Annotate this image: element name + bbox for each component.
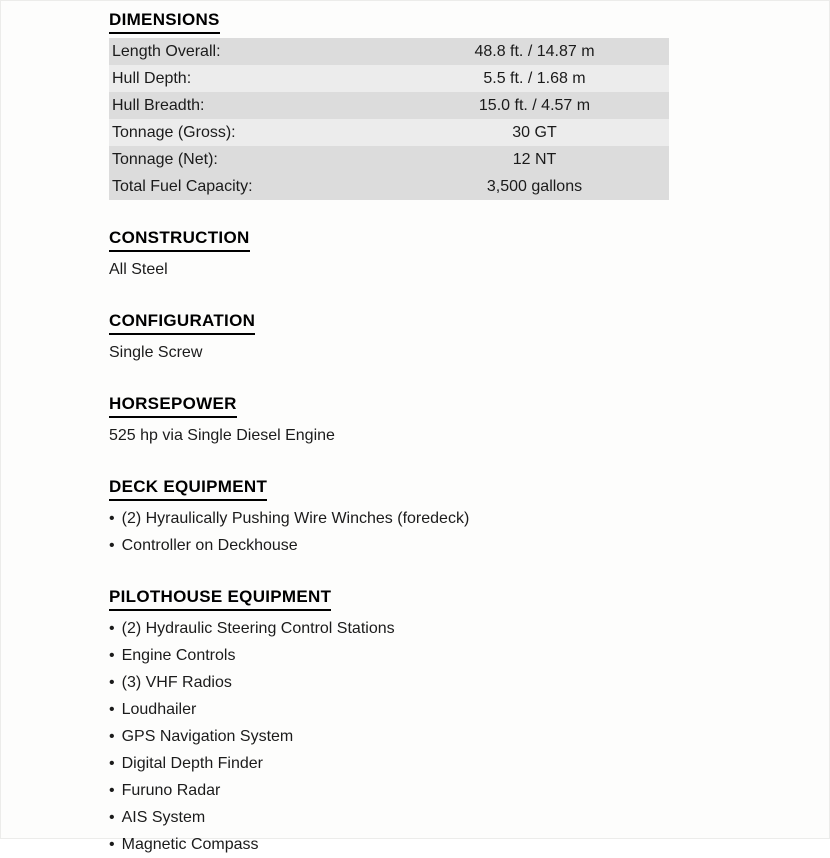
list-item xyxy=(109,642,669,669)
pilothouse-equipment-heading xyxy=(109,586,669,611)
bullet-icon: • xyxy=(109,782,115,799)
bullet-icon: • xyxy=(109,510,115,527)
list-item xyxy=(109,831,669,858)
table-row xyxy=(109,173,669,200)
list-item xyxy=(109,696,669,723)
spec-label: Tonnage (Gross): xyxy=(112,124,236,141)
dimensions-table xyxy=(109,38,669,200)
list-item xyxy=(109,615,669,642)
item-text: Furuno Radar xyxy=(121,782,221,799)
item-text: AIS System xyxy=(121,809,206,826)
item-text: 525 hp via Single Diesel Engine xyxy=(109,427,335,444)
spec-value: 48.8 ft. / 14.87 m xyxy=(474,43,595,60)
spec-value: 12 NT xyxy=(512,151,557,168)
spec-label: Length Overall: xyxy=(112,43,221,60)
bullet-icon: • xyxy=(109,809,115,826)
spec-value: 5.5 ft. / 1.68 m xyxy=(483,70,586,87)
table-row xyxy=(109,65,669,92)
table-row xyxy=(109,119,669,146)
list-item xyxy=(109,422,669,449)
bullet-icon: • xyxy=(109,701,115,718)
list-item xyxy=(109,804,669,831)
spec-value: 3,500 gallons xyxy=(486,178,583,195)
item-text: Magnetic Compass xyxy=(121,836,259,853)
item-text: Engine Controls xyxy=(121,647,236,664)
section-horsepower xyxy=(109,393,669,449)
item-text: (2) Hyraulically Pushing Wire Winches (foredeck) xyxy=(121,510,470,527)
spec-value: 15.0 ft. / 4.57 m xyxy=(478,97,591,114)
item-text: (3) VHF Radios xyxy=(121,674,232,691)
spec-label: Total Fuel Capacity: xyxy=(112,178,253,195)
horsepower-heading-text: HORSEPOWER xyxy=(109,393,237,418)
section-pilothouse-equipment xyxy=(109,586,669,858)
construction-heading-text: CONSTRUCTION xyxy=(109,227,250,252)
list-item xyxy=(109,256,669,283)
table-row xyxy=(109,146,669,173)
section-configuration xyxy=(109,310,669,366)
horsepower-heading xyxy=(109,393,669,418)
bullet-icon: • xyxy=(109,836,115,853)
item-text: All Steel xyxy=(109,261,168,278)
table-row xyxy=(109,92,669,119)
bullet-icon: • xyxy=(109,647,115,664)
list-item xyxy=(109,723,669,750)
bullet-icon: • xyxy=(109,755,115,772)
list-item xyxy=(109,532,669,559)
list-item xyxy=(109,339,669,366)
item-text: Digital Depth Finder xyxy=(121,755,264,772)
list-item xyxy=(109,750,669,777)
bullet-icon: • xyxy=(109,537,115,554)
section-construction xyxy=(109,227,669,283)
table-row xyxy=(109,38,669,65)
bullet-icon: • xyxy=(109,728,115,745)
list-item xyxy=(109,777,669,804)
configuration-heading xyxy=(109,310,669,335)
bullet-icon: • xyxy=(109,674,115,691)
item-text: (2) Hydraulic Steering Control Stations xyxy=(121,620,395,637)
dimensions-heading xyxy=(109,9,669,34)
spec-sheet-content xyxy=(1,1,669,858)
item-text: Loudhailer xyxy=(121,701,197,718)
deck-equipment-heading-text: DECK EQUIPMENT xyxy=(109,476,267,501)
bullet-icon: • xyxy=(109,620,115,637)
item-text: Single Screw xyxy=(109,344,203,361)
spec-label: Tonnage (Net): xyxy=(112,151,218,168)
configuration-heading-text: CONFIGURATION xyxy=(109,310,255,335)
item-text: Controller on Deckhouse xyxy=(121,537,298,554)
section-deck-equipment xyxy=(109,476,669,559)
list-item xyxy=(109,669,669,696)
spec-value: 30 GT xyxy=(512,124,557,141)
pilothouse-equipment-heading-text: PILOTHOUSE EQUIPMENT xyxy=(109,586,331,611)
item-text: GPS Navigation System xyxy=(121,728,294,745)
spec-label: Hull Depth: xyxy=(112,70,192,87)
deck-equipment-heading xyxy=(109,476,669,501)
construction-heading xyxy=(109,227,669,252)
list-item xyxy=(109,505,669,532)
spec-label: Hull Breadth: xyxy=(112,97,205,114)
dimensions-heading-text: DIMENSIONS xyxy=(109,9,220,34)
